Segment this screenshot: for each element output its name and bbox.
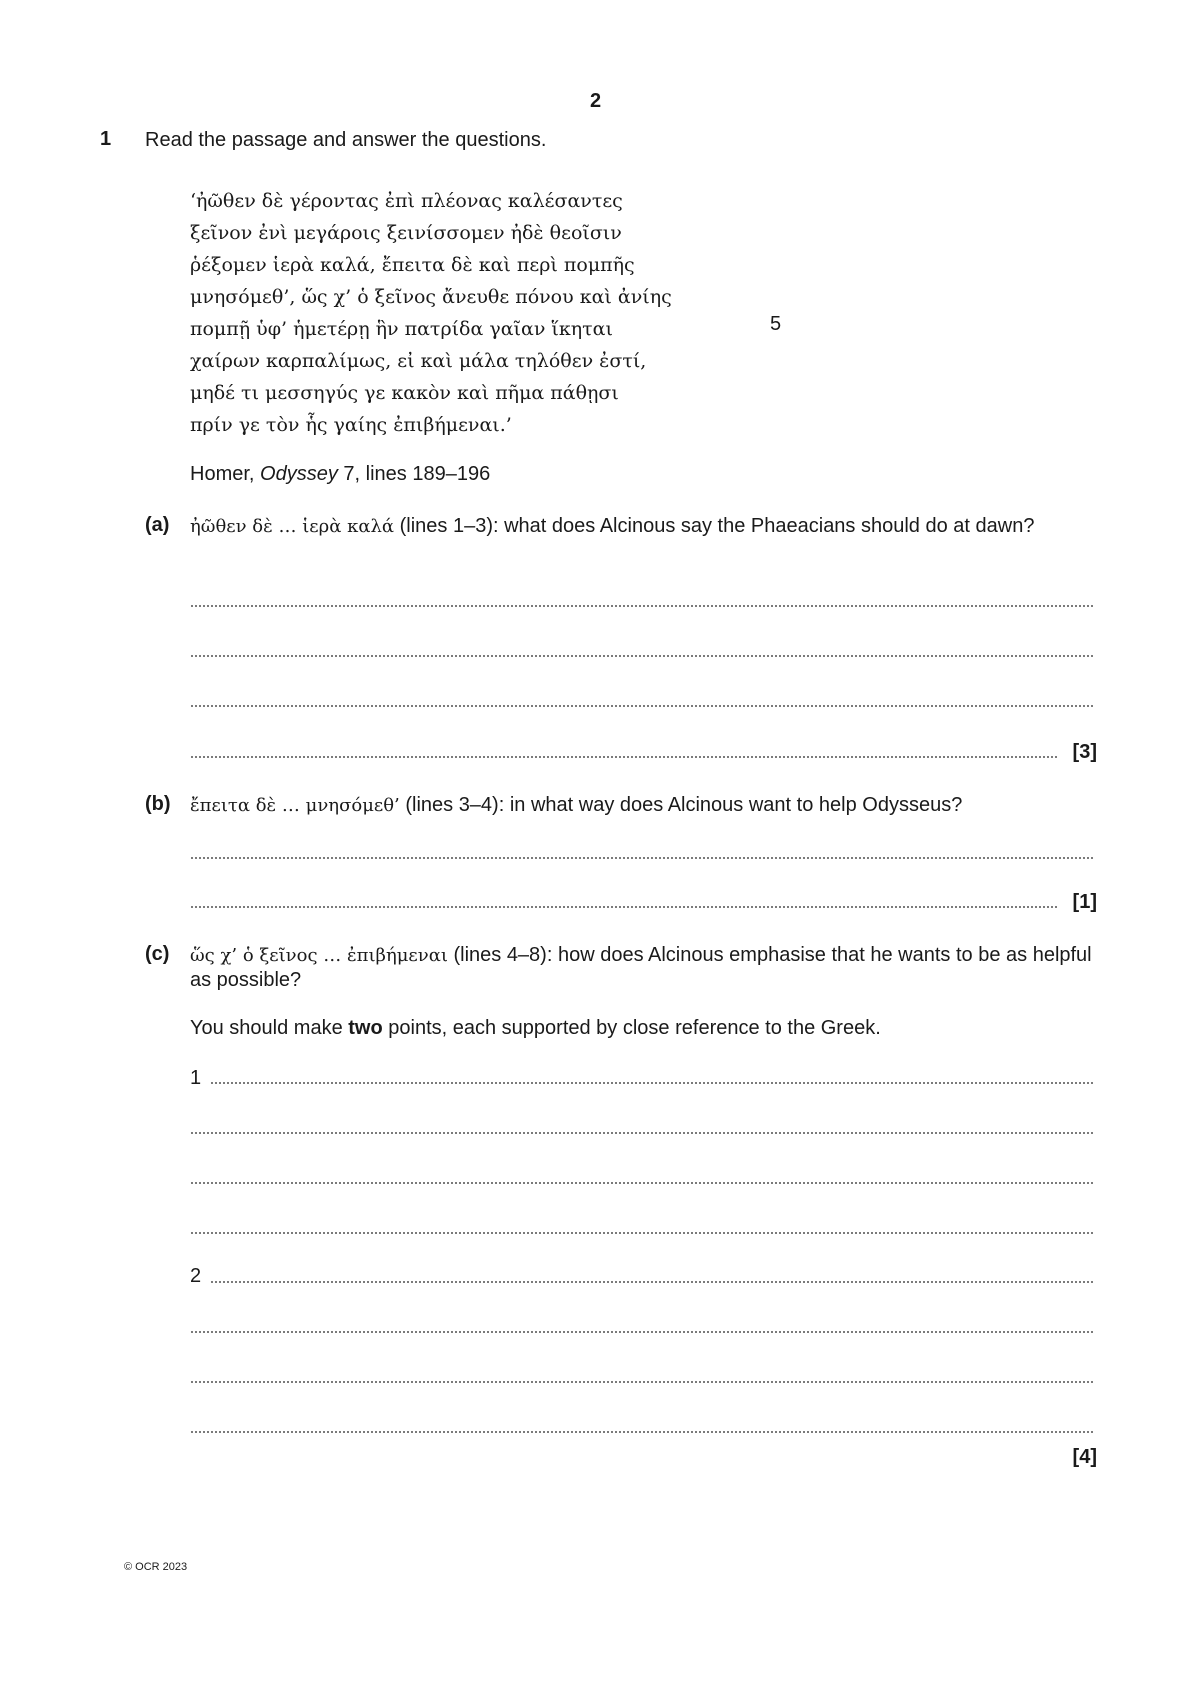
answer-line-a1[interactable] (190, 605, 1095, 607)
line-number-marker: 5 (770, 313, 782, 335)
part-a-greek-ref: ἠῶθεν δὲ … ἱερὰ καλά (190, 516, 395, 537)
answer-line-a4[interactable] (190, 756, 1057, 758)
instruction-emphasis: two (348, 1017, 383, 1039)
answer-line-c2[interactable] (190, 1132, 1095, 1134)
answer-line-c4[interactable] (190, 1232, 1095, 1234)
passage-line: ῥέξομεν ἱερὰ καλά, ἔπειτα δὲ καὶ περὶ πομπῆς (190, 254, 635, 276)
part-a-label: (a) (145, 514, 170, 536)
instruction-text: points, each supported by close reference to the Greek. (382, 1017, 881, 1039)
question-intro: Read the passage and answer the questions. (145, 129, 547, 151)
passage-citation (190, 462, 490, 486)
answer-line-b2[interactable] (190, 906, 1057, 908)
point-1-label: 1 (190, 1067, 202, 1089)
answer-line-a2[interactable] (190, 655, 1095, 657)
part-c-label: (c) (145, 943, 170, 965)
copyright-footer: © OCR 2023 (124, 1561, 188, 1573)
question-number: 1 (100, 128, 112, 150)
answer-line-c7[interactable] (190, 1381, 1095, 1383)
part-b-label: (b) (145, 793, 171, 815)
answer-line-c6[interactable] (190, 1331, 1095, 1333)
part-a-question-text: (lines 1–3): what does Alcinous say the Phaeacians should do at dawn? (394, 515, 1035, 537)
part-b-mark: [1] (1072, 891, 1097, 913)
passage-line: μηδέ τι μεσσηγύς γε κακὸν καὶ πῆμα πάθῃσι (190, 382, 619, 404)
answer-line-c8[interactable] (190, 1431, 1095, 1433)
part-a-question (190, 514, 1095, 539)
part-c-mark: [4] (1072, 1446, 1097, 1468)
part-b-question-text: (lines 3–4): in what way does Alcinous want to help Odysseus? (399, 794, 963, 816)
instruction-text: You should make (190, 1017, 349, 1039)
part-c-question-text: (lines 4–8): how does Alcinous emphasise that he wants to be as helpful as possible? (190, 944, 1092, 991)
passage-line: ‘ἠῶθεν δὲ γέροντας ἐπὶ πλέονας καλέσαντες (190, 190, 623, 212)
passage-line: χαίρων καρπαλίμως, εἰ καὶ μάλα τηλόθεν ἐστί, (190, 350, 647, 372)
passage-line: μνησόμεθ’, ὥς χ’ ὁ ξεῖνος ἄνευθε πόνου καὶ ἀνίης (190, 286, 672, 308)
answer-line-c3[interactable] (190, 1182, 1095, 1184)
answer-line-c1[interactable] (210, 1082, 1095, 1084)
page-number: 2 (589, 90, 602, 112)
answer-line-c5[interactable] (210, 1281, 1095, 1283)
part-c-instruction (190, 1016, 1095, 1040)
point-2-label: 2 (190, 1265, 202, 1287)
part-a-mark: [3] (1072, 741, 1097, 763)
part-c-greek-ref: ὥς χ’ ὁ ξεῖνος … ἐπιβήμεναι (190, 945, 448, 966)
passage-line: πομπῇ ὑφ’ ἡμετέρῃ ἣν πατρίδα γαῖαν ἵκηται (190, 318, 613, 340)
passage-line: πρίν γε τὸν ἧς γαίης ἐπιβήμεναι.’ (190, 414, 512, 436)
citation-work: Odyssey (260, 463, 338, 485)
citation-author: Homer, (190, 463, 261, 485)
greek-passage (190, 185, 672, 441)
part-c-question (190, 943, 1095, 992)
answer-line-a3[interactable] (190, 705, 1095, 707)
answer-line-b1[interactable] (190, 857, 1095, 859)
part-b-question (190, 793, 1095, 818)
citation-lines: 7, lines 189–196 (337, 463, 491, 485)
part-b-greek-ref: ἔπειτα δὲ … μνησόμεθ’ (190, 795, 400, 816)
passage-line: ξεῖνον ἐνὶ μεγάροις ξεινίσσομεν ἠδὲ θεοῖσιν (190, 222, 622, 244)
